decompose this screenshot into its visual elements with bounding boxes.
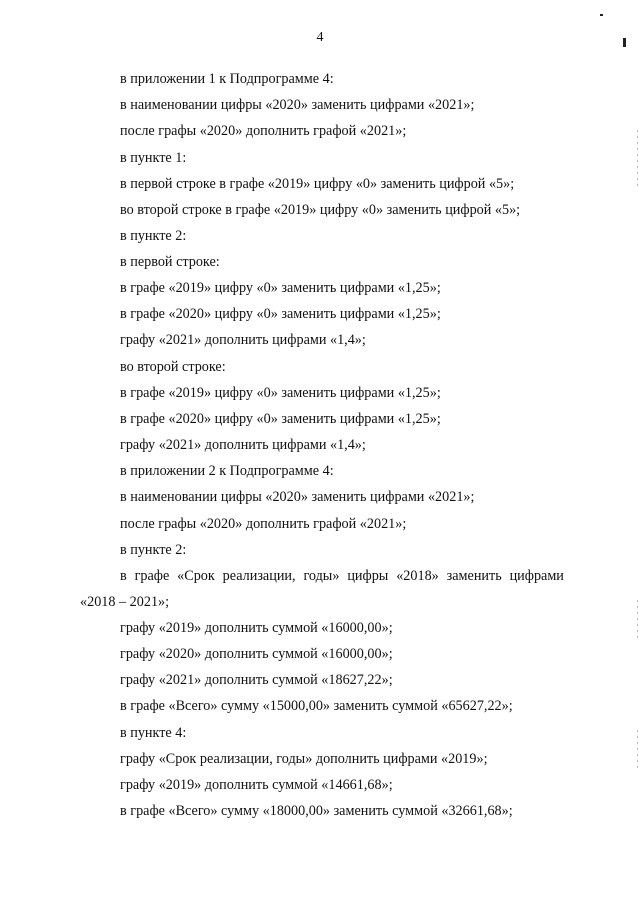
text-line: графу «2021» дополнить цифрами «1,4»;	[120, 332, 366, 348]
text-line: в графе «2019» цифру «0» заменить цифрами «1,25»;	[120, 385, 441, 401]
scan-edge	[637, 730, 638, 770]
text-line: во второй строке в графе «2019» цифру «0» заменить цифрой «5»;	[120, 202, 521, 218]
text-line: в наименовании цифры «2020» заменить цифрами «2021»;	[120, 97, 475, 113]
text-line: в графе «2019» цифру «0» заменить цифрами «1,25»;	[120, 280, 441, 296]
text-line: графу «2019» дополнить суммой «16000,00»;	[120, 620, 393, 636]
text-line: во второй строке:	[120, 359, 226, 375]
text-line: в пункте 2:	[120, 228, 187, 244]
page-number: 4	[316, 30, 324, 45]
text-line: в первой строке в графе «2019» цифру «0» заменить цифрой «5»;	[120, 176, 515, 192]
text-line: в приложении 1 к Подпрограмме 4:	[120, 71, 334, 87]
word: в	[120, 568, 127, 584]
text-line: в наименовании цифры «2020» заменить цифрами «2021»;	[120, 489, 475, 505]
text-line: в пункте 2:	[120, 542, 187, 558]
text-line: графу «2021» дополнить цифрами «1,4»;	[120, 437, 366, 453]
word: «2018»	[396, 568, 439, 584]
word: заменить	[446, 568, 502, 584]
scan-mark	[600, 14, 603, 16]
text-line: в графе «Всего» сумму «18000,00» заменить суммой «32661,68»;	[120, 803, 513, 819]
word: графе	[134, 568, 170, 584]
text-line: графу «Срок реализации, годы» дополнить цифрами «2019»;	[120, 751, 488, 767]
text-line-continuation: «2018 – 2021»;	[80, 594, 170, 610]
word: годы»	[303, 568, 340, 584]
text-line: в приложении 2 к Подпрограмме 4:	[120, 463, 334, 479]
scan-mark	[623, 38, 626, 47]
scan-edge	[637, 600, 638, 640]
text-line: графу «2021» дополнить суммой «18627,22»;	[120, 672, 393, 688]
text-line: в графе «2020» цифру «0» заменить цифрами «1,25»;	[120, 411, 441, 427]
text-line: в графе «2020» цифру «0» заменить цифрами «1,25»;	[120, 306, 441, 322]
text-line: после графы «2020» дополнить графой «2021»;	[120, 123, 407, 139]
text-line: графу «2019» дополнить суммой «14661,68»;	[120, 777, 393, 793]
word: цифры	[347, 568, 389, 584]
text-line: в графе «Всего» сумму «15000,00» заменить суммой «65627,22»;	[120, 698, 513, 714]
text-line: после графы «2020» дополнить графой «2021»;	[120, 516, 407, 532]
word: цифрами	[509, 568, 564, 584]
word: реализации,	[222, 568, 296, 584]
word: «Срок	[177, 568, 215, 584]
text-line: в пункте 1:	[120, 150, 187, 166]
justified-text-line	[120, 567, 564, 585]
scan-edge	[637, 130, 638, 190]
text-line: в первой строке:	[120, 254, 220, 270]
text-line: в пункте 4:	[120, 725, 187, 741]
text-line: графу «2020» дополнить суммой «16000,00»;	[120, 646, 393, 662]
